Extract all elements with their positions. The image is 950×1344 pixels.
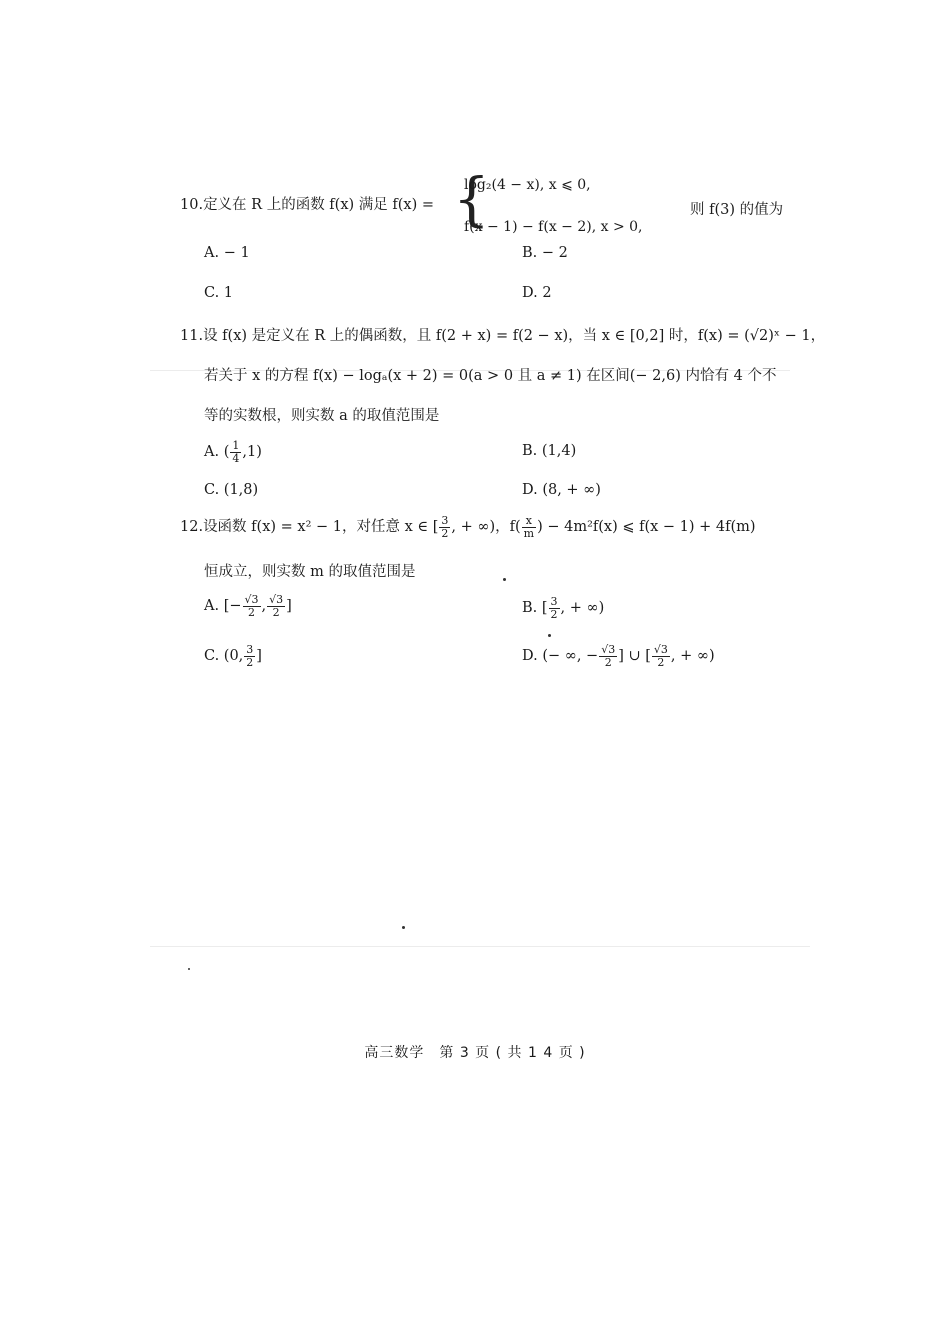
question-11-number: 11.: [180, 328, 204, 344]
numerator: 3: [441, 514, 449, 527]
q11-option-c[interactable]: C. (1,8): [204, 482, 259, 498]
fraction: [267, 594, 285, 618]
numerator: 3: [550, 595, 558, 608]
numerator: x: [522, 515, 536, 528]
q11-option-b[interactable]: B. (1,4): [522, 443, 577, 459]
q12-option-d-suffix: , + ∞): [670, 648, 715, 665]
question-11-line-1: [180, 324, 825, 345]
scan-speck: [188, 968, 190, 970]
q12-option-c-prefix: C. (0,: [204, 648, 244, 665]
q12-option-b-prefix: B. [: [522, 600, 548, 617]
numerator: 1: [232, 439, 240, 452]
question-10-tail: 则 f(3) 的值为: [690, 202, 784, 218]
question-11-line-2: 若关于 x 的方程 f(x) − logₐ(x + 2) = 0(a > 0 且 a ≠ 1) 在区间(− 2,6) 内恰有 4 个不: [204, 368, 777, 384]
q11-option-a-suffix: ,1): [242, 444, 262, 461]
question-10-stem: [180, 198, 434, 213]
denominator: 2: [248, 605, 255, 619]
q10-option-b[interactable]: B. − 2: [522, 245, 568, 261]
denominator: m: [523, 526, 535, 540]
fraction: [549, 596, 560, 620]
scan-speck: [402, 926, 405, 929]
q12-line-1-part-a: 设函数 f(x) = x² − 1，对任意 x ∈ [: [203, 519, 439, 536]
fraction: [599, 644, 617, 668]
q12-option-d-prefix: D. (− ∞, −: [522, 648, 599, 665]
q12-option-a-suffix: ]: [286, 598, 292, 615]
numerator: √3: [653, 643, 668, 656]
question-12-line-1: [180, 515, 756, 539]
question-10-number: 10.: [180, 197, 204, 213]
denominator: 2: [272, 605, 280, 619]
numerator: √3: [244, 593, 259, 606]
fraction: [439, 515, 450, 539]
fraction: [230, 440, 241, 464]
q12-option-c-suffix: ]: [256, 648, 262, 665]
question-11-line-1-text: 设 f(x) 是定义在 R 上的偶函数，且 f(2 + x) = f(2 − x)，当 x ∈ [0,2] 时，f(x) = (√2)ˣ − 1，: [203, 328, 826, 344]
q10-option-d[interactable]: D. 2: [522, 285, 552, 301]
q12-option-a-prefix: A. [−: [204, 598, 242, 615]
q11-option-d[interactable]: D. (8, + ∞): [522, 482, 601, 498]
q12-line-1-part-b: , + ∞)，f(: [451, 519, 521, 536]
scan-speck: [503, 578, 506, 581]
numerator: √3: [601, 643, 616, 656]
q12-line-1-part-c: ) − 4m²f(x) ⩽ f(x − 1) + 4f(m): [537, 519, 756, 536]
q12-option-b-suffix: , + ∞): [560, 600, 605, 617]
q12-option-c[interactable]: [204, 644, 262, 668]
q12-option-d-separator: ] ∪ [: [618, 648, 651, 665]
page-footer: 高三数学 第 3 页 ( 共 1 4 页 ): [364, 1045, 586, 1061]
denominator: 4: [232, 451, 240, 465]
q10-option-a[interactable]: A. − 1: [204, 245, 250, 261]
numerator: 3: [246, 643, 254, 656]
q12-option-a[interactable]: [204, 594, 292, 618]
denominator: 2: [441, 526, 449, 540]
denominator: 2: [246, 655, 254, 669]
piecewise-case-2: f(x − 1) − f(x − 2), x > 0,: [464, 219, 643, 235]
fraction: [522, 515, 536, 539]
question-11-line-3: 等的实数根，则实数 a 的取值范围是: [204, 408, 440, 424]
q12-option-d[interactable]: [522, 644, 715, 668]
q10-option-c[interactable]: C. 1: [204, 285, 234, 301]
piecewise-case-1: log₂(4 − x), x ⩽ 0,: [464, 177, 591, 193]
scan-speck: [548, 634, 551, 637]
fraction: [243, 594, 261, 618]
fraction: [244, 644, 255, 668]
q12-option-a-separator: ,: [261, 598, 267, 615]
question-12-number: 12.: [180, 519, 204, 536]
denominator: 2: [604, 655, 612, 669]
denominator: 2: [550, 607, 558, 621]
q12-option-b[interactable]: [522, 596, 604, 620]
bleed-rule: [150, 946, 810, 947]
denominator: 2: [657, 655, 665, 669]
question-10-stem-text: 定义在 R 上的函数 f(x) 满足 f(x) =: [203, 197, 434, 213]
question-12-line-2: 恒成立，则实数 m 的取值范围是: [204, 564, 416, 580]
piecewise-brace: {: [453, 165, 490, 233]
numerator: √3: [269, 593, 284, 606]
q11-option-a[interactable]: [204, 440, 262, 464]
fraction: [652, 644, 670, 668]
q11-option-a-prefix: A. (: [204, 444, 230, 461]
